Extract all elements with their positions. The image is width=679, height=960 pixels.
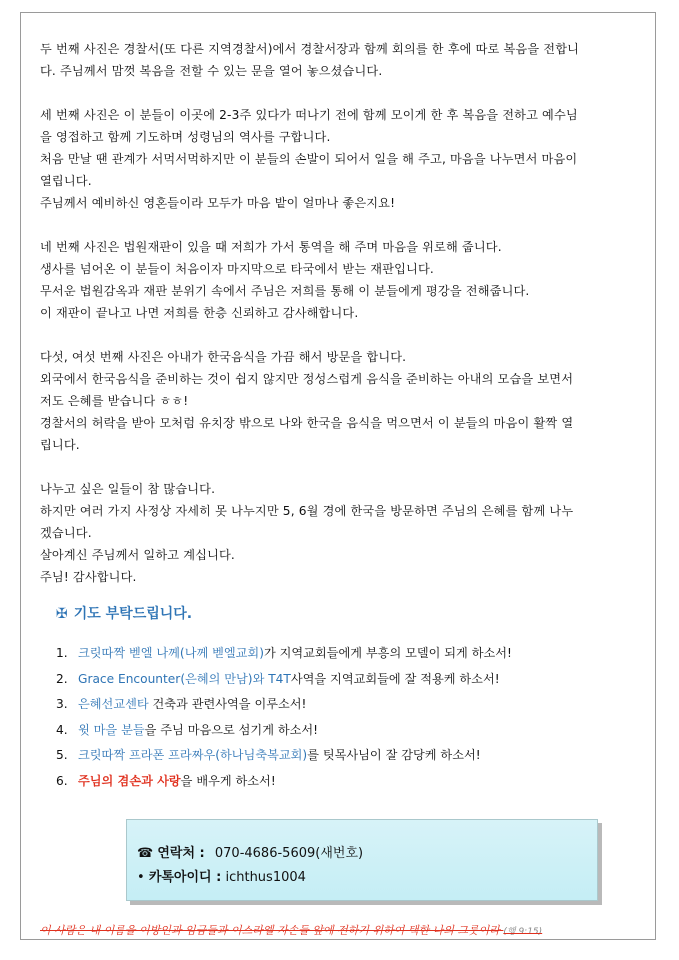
paragraph-line: 살아계신 주님께서 일하고 계십니다.: [40, 548, 235, 562]
prayer-item: [56, 769, 512, 795]
paragraph-line: 을 영접하고 함께 기도하며 성령님의 역사를 구합니다.: [40, 130, 331, 144]
prayer-item-number: 1.: [56, 646, 68, 660]
prayer-item: [56, 641, 512, 667]
paragraph: [40, 236, 642, 324]
paragraph-line: 나누고 싶은 일들이 참 많습니다.: [40, 482, 216, 496]
prayer-item-number: 4.: [56, 722, 68, 737]
paragraph-line: 두 번째 사진은 경찰서(또 다른 지역경찰서)에서 경찰서장과 함께 회의를 한 후에 따로 복음을 전합니: [40, 42, 580, 56]
prayer-heading-text: 기도 부탁드립니다.: [73, 606, 193, 622]
cross-icon: ✠: [56, 606, 68, 622]
footer-verse-ref: (행 9:15): [503, 927, 543, 937]
paragraph-line: 처음 만날 땐 관계가 서먹서먹하지만 이 분들의 손발이 되어서 일을 해 주고, 마음을 나누면서 마음이: [40, 152, 578, 166]
paragraph-line: 주님! 감사합니다.: [40, 570, 137, 584]
paragraph: [40, 38, 642, 82]
prayer-item-highlight: 크릿따짝 벧엘 나께(나께 벧엘교회): [78, 646, 264, 660]
prayer-item-number: 3.: [56, 697, 68, 711]
paragraph-line: 경찰서의 허락을 받아 모처럼 유치장 밖으로 나와 한국을 음식을 먹으면서 이 분들의 마음이 활짝 열: [40, 416, 574, 430]
prayer-item: [56, 743, 512, 769]
prayer-item-highlight: Grace Encounter(은혜의 만남)와 T4T: [78, 671, 291, 686]
paragraph: [40, 346, 642, 456]
contact-box: [126, 819, 598, 901]
prayer-item-text: 사역을 지역교회들에 잘 적용케 하소서!: [290, 671, 500, 686]
kakao-id: ichthus1004: [225, 870, 306, 885]
letter-body: [40, 38, 642, 610]
prayer-item-highlight: 크릿따짝 프라폰 프라짜우(하나님축복교회): [78, 748, 308, 762]
phone-label: 연락처 :: [157, 846, 205, 861]
prayer-item-number: 6.: [56, 773, 68, 788]
paragraph-line: 겠습니다.: [40, 526, 92, 540]
prayer-item-highlight: 은혜선교센타: [78, 697, 149, 711]
prayer-list: [56, 641, 512, 794]
paragraph-line: 다. 주님께서 맘껏 복음을 전할 수 있는 문을 열어 놓으셨습니다.: [40, 64, 383, 78]
paragraph-line: 열립니다.: [40, 174, 92, 188]
paragraph-line: 립니다.: [40, 438, 80, 452]
prayer-item: [56, 718, 512, 744]
paragraph-line: 이 재판이 끝나고 나면 저희를 한층 신뢰하고 감사해합니다.: [40, 306, 359, 320]
prayer-item: [56, 667, 512, 693]
phone-icon: ☎: [137, 846, 154, 861]
paragraph-line: 다섯, 여섯 번째 사진은 아내가 한국음식을 가끔 해서 방문을 합니다.: [40, 350, 407, 364]
contact-phone-row: [137, 842, 363, 861]
paragraph: [40, 104, 642, 214]
paragraph: [40, 478, 642, 588]
prayer-item: [56, 692, 512, 718]
phone-number: 070-4686-5609(새번호): [214, 846, 364, 861]
prayer-item-text: 을 주님 마음으로 섬기게 하소서!: [144, 722, 319, 737]
paragraph-line: 저도 은혜를 받습니다 ㅎㅎ!: [40, 394, 189, 408]
contact-kakao-row: [137, 866, 306, 885]
bullet-icon: •: [137, 870, 145, 885]
footer-verse: [40, 922, 640, 938]
paragraph-line: 하지만 여러 가지 사정상 자세히 못 나누지만 5, 6월 경에 한국을 방문하면 주님의 은혜를 함께 나누: [40, 504, 574, 518]
prayer-item-text: 를 팃목사님이 잘 감당케 하소서!: [307, 748, 481, 762]
paragraph-line: 세 번째 사진은 이 분들이 이곳에 2-3주 있다가 떠나기 전에 함께 모이게 한 후 복음을 전하고 예수님: [40, 108, 578, 122]
paragraph-line: 무서운 법원감옥과 재판 분위기 속에서 주님은 저희를 통해 이 분들에게 평강을 전해줍니다.: [40, 284, 530, 298]
prayer-item-text: 가 지역교회들에게 부흥의 모델이 되게 하소서!: [263, 646, 512, 660]
prayer-item-highlight: 주님의 겸손과 사랑: [78, 773, 181, 788]
paragraph-line: 외국에서 한국음식을 준비하는 것이 쉽지 않지만 정성스럽게 음식을 준비하는 아내의 모습을 보면서: [40, 372, 574, 386]
paragraph-line: 생사를 넘어온 이 분들이 처음이자 마지막으로 타국에서 받는 재판입니다.: [40, 262, 434, 276]
prayer-item-highlight: 윗 마을 분들: [78, 722, 145, 737]
footer-verse-text: 이 사람은 내 이름을 이방인과 임금들과 이스라엘 자손들 앞에 전하기 위하여 택한 나의 그릇이라: [40, 924, 500, 937]
prayer-heading: [56, 603, 192, 623]
paragraph-line: 네 번째 사진은 법원재판이 있을 때 저희가 가서 통역을 해 주며 마음을 위로해 줍니다.: [40, 240, 502, 254]
kakao-label: 카톡아이디 :: [148, 870, 222, 885]
prayer-item-number: 5.: [56, 748, 68, 762]
prayer-item-number: 2.: [56, 671, 68, 686]
paragraph-line: 주님께서 예비하신 영혼들이라 모두가 마음 밭이 얼마나 좋은지요!: [40, 196, 396, 210]
prayer-item-text: 건축과 관련사역을 이루소서!: [148, 697, 307, 711]
prayer-item-text: 을 배우게 하소서!: [180, 773, 276, 788]
